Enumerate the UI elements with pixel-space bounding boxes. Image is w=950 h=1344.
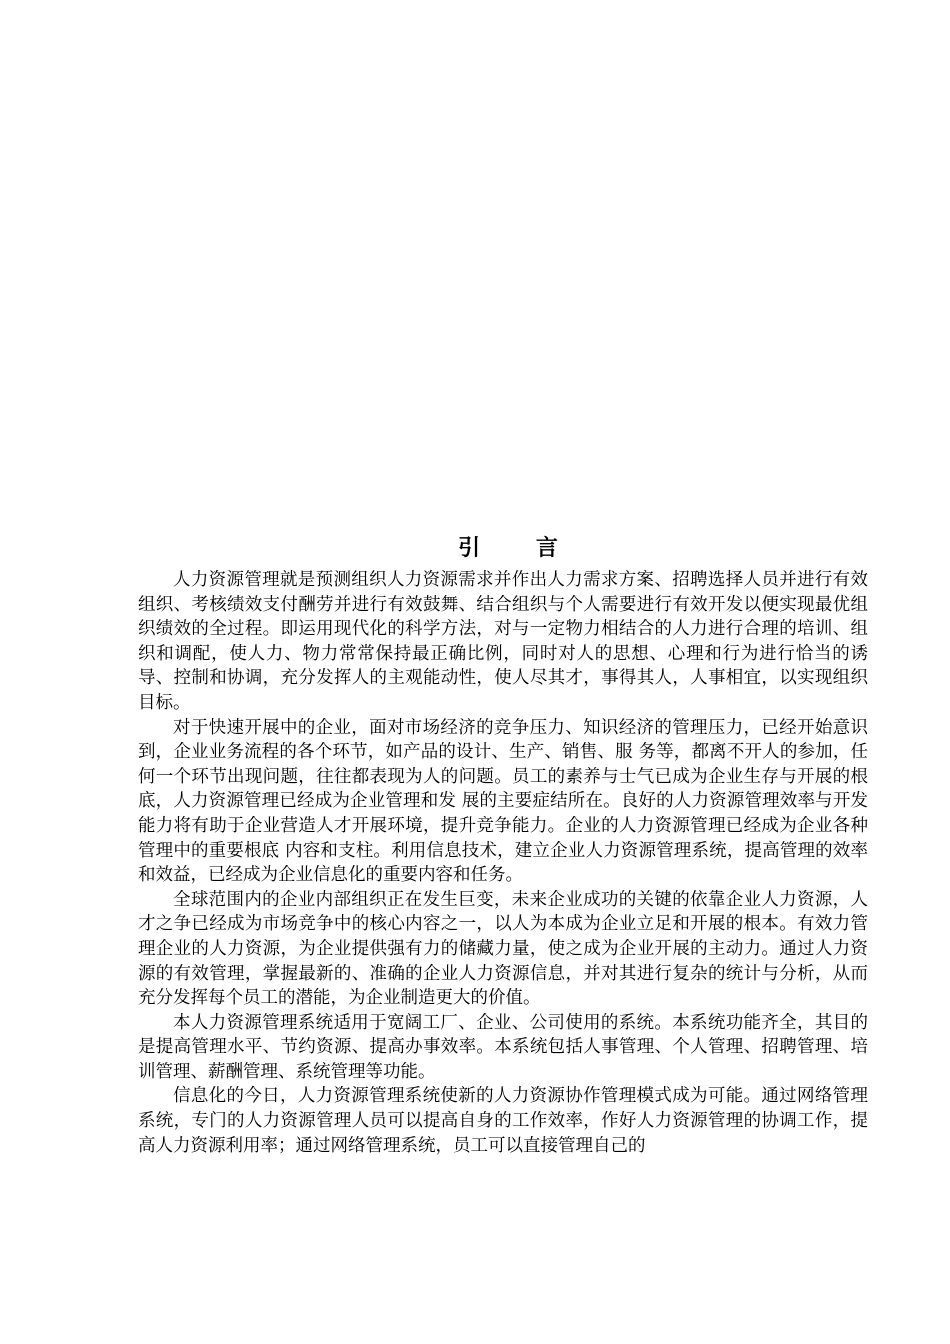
paragraph-1: 人力资源管理就是预测组织人力资源需求并作出人力需求方案、招聘选择人员并进行有效组织、考核绩效支付酬劳并进行有效鼓舞、结合组织与个人需要进行有效开发以便实现最优组织绩效的全过程。即运用现代化的科学方法，对与一定物力相结合的人力进行合理的培训、组织和调配，使人力、物力常常保持最正确比例，同时对人的思想、心理和行为进行恰当的诱导、控制和协调，充分发挥人的主观能动性，使人尽其才，事得其人，人事相宜，以实现组织目标。 xyxy=(138,570,868,713)
document-body xyxy=(138,568,868,1158)
paragraph-4: 本人力资源管理系统适用于宽阔工厂、企业、公司使用的系统。本系统功能齐全，其目的是提高管理水平、节约资源、提高办事效率。本系统包括人事管理、个人管理、招聘管理、培训管理、薪酬管理、系统管理等功能。 xyxy=(138,1012,868,1082)
page-title: 引 言 xyxy=(458,535,582,561)
paragraph-5: 信息化的今日，人力资源管理系统使新的人力资源协作管理模式成为可能。通过网络管理系统，专门的人力资源管理人员可以提高自身的工作效率，作好人力资源管理的协调工作，提高人力资源利用率；通过网络管理系统，员工可以直接管理自己的 xyxy=(138,1086,868,1156)
paragraph-2: 对于快速开展中的企业，面对市场经济的竞争压力、知识经济的管理压力，已经开始意识到，企业业务流程的各个环节，如产品的设计、生产、销售、服 务等，都离不开人的参加，任何一个环节出现问题，往往都表现为人的问题。员工的素养与士气已成为企业生存与开展的根底，人力资源管理已经成为企业管理和发 展的主要症结所在。良好的人力资源管理效率与开发能力将有助于企业营造人才开展环境，提升竞争能力。企业的人力资源管理已经成为企业各种管理中的重要根底 内容和支柱。利用信息技术，建立企业人力资源管理系统，提高管理的效率和效益，已经成为企业信息化的重要内容和任务。 xyxy=(138,717,868,886)
paragraph-3: 全球范围内的企业内部组织正在发生巨变，未来企业成功的关键的依靠企业人力资源，人才之争已经成为市场竞争中的核心内容之一，以人为本成为企业立足和开展的根本。有效力管理企业的人力资源，为企业提供强有力的储藏力量，使之成为企业开展的主动力。通过人力资源的有效管理，掌握最新的、准确的企业人力资源信息，并对其进行复杂的统计与分析，从而充分发挥每个员工的潜能，为企业制造更大的价值。 xyxy=(138,889,868,1009)
